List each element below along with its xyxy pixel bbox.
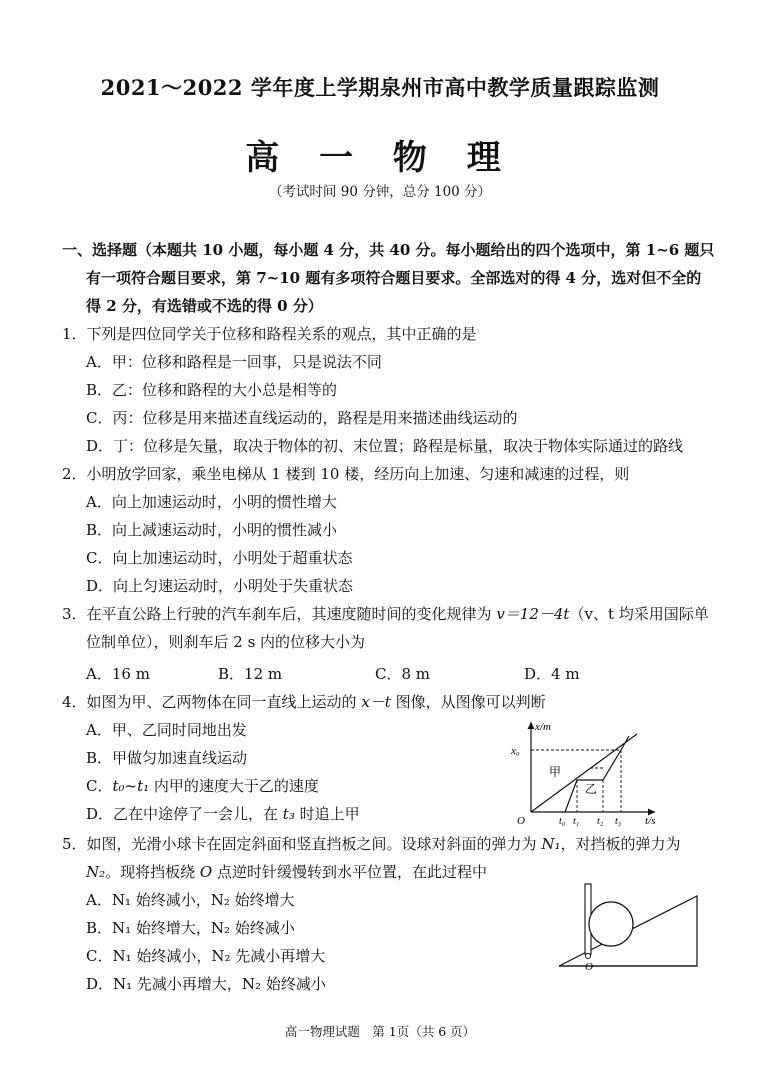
q5-ball <box>589 902 633 946</box>
q4-stem-b: 图像，从图像可以判断 <box>390 693 546 711</box>
q5-stem-a: 5．如图，光滑小球卡在固定斜面和竖直挡板之间。设球对斜面的弹力为 <box>62 835 542 853</box>
q4-graph-ylabel: x/m <box>535 721 551 733</box>
q5-figure-label-o: O <box>585 961 593 970</box>
q3-option-a: A．16 m <box>86 665 150 683</box>
q4-option-c-text: 内甲的速度大于乙的速度 <box>149 777 319 795</box>
q3-formula: v＝12－4t <box>496 605 570 623</box>
q4-option-d-a: D．乙在中途停了一会儿，在 <box>86 805 283 823</box>
q2-stem: 2．小明放学回家，乘坐电梯从 1 楼到 10 楼，经历向上加速、匀速和减速的过程，则 <box>62 465 630 483</box>
q2-option-a: A．向上加速运动时，小明的惯性增大 <box>86 493 337 511</box>
page-footer: 高一物理试题 第 1页（共 6 页） <box>284 1024 476 1039</box>
q4-graph-t3: t₃ <box>615 816 622 826</box>
q4-option-a: A．甲、乙同时同地出发 <box>86 721 247 739</box>
q5-incline-figure <box>555 878 705 970</box>
q5-o: O <box>199 863 213 881</box>
q3-stem-line-1 <box>62 600 709 628</box>
q5-n2: N₂ <box>86 863 106 881</box>
q4-graph-t0: t₀ <box>559 816 566 826</box>
q1-option-d: D．丁：位移是矢量，取决于物体的初、末位置；路程是标量，取决于物体实际通过的路线 <box>86 437 684 455</box>
q4-option-d-b: 时追上甲 <box>294 805 360 823</box>
q2-option-b: B．向上减速运动时，小明的惯性减小 <box>86 521 338 539</box>
q3-stem-line-2: 位制单位），则刹车后 2 s 内的位移大小为 <box>86 633 366 651</box>
q4-option-b: B．甲做匀加速直线运动 <box>86 749 248 767</box>
q4-stem <box>62 688 546 716</box>
q5-option-a: A．N₁ 始终减小，N₂ 始终增大 <box>86 891 295 909</box>
q4-option-c-var: t₀~t₁ <box>112 777 150 795</box>
subject-title: 高 一 物 理 <box>245 138 515 178</box>
q5-stem2-b: 。现将挡板绕 <box>105 863 200 881</box>
section-1-line-1: 一、选择题（本题共 10 小题，每小题 4 分，共 40 分。每小题给出的四个选项中，第 1~6 题只 <box>62 241 715 259</box>
q5-stem2-c: 点逆时针缓慢转到水平位置，在此过程中 <box>212 863 488 881</box>
q4-graph-x0: x₀ <box>511 745 520 757</box>
q4-option-c <box>86 772 319 800</box>
q4-graph-label-jia: 甲 <box>549 765 562 779</box>
q2-option-c: C．向上加速运动时，小明处于超重状态 <box>86 549 353 567</box>
exam-header: 2021～2022 学年度上学期泉州市高中教学质量跟踪监测 <box>100 75 660 100</box>
q5-option-b: B．N₁ 始终增大，N₂ 始终减小 <box>86 919 295 937</box>
q4-graph-origin: O <box>517 815 525 826</box>
q5-pivot <box>586 954 591 959</box>
section-1-line-2: 有一项符合题目要求，第 7~10 题有多项符合题目要求。全部选对的得 4 分，选对但不全的 <box>86 269 702 287</box>
q4-graph-xlabel: t/s <box>645 815 656 826</box>
q1-option-a: A．甲：位移和路程是一回事，只是说法不同 <box>86 353 382 371</box>
exam-note: （考试时间 90 分钟，总分 100 分） <box>268 184 492 200</box>
q1-option-c: C．丙：位移是用来描述直线运动的，路程是用来描述曲线运动的 <box>86 409 518 427</box>
q4-stem-a: 4．如图为甲、乙两物体在同一直线上运动的 <box>62 693 362 711</box>
section-1-line-3: 得 2 分，有选错或不选的得 0 分） <box>86 297 323 315</box>
q4-graph-t2: t₂ <box>597 816 604 826</box>
q3-stem-a: 3．在平直公路上行驶的汽车刹车后，其速度随时间的变化规律为 <box>62 605 497 623</box>
q3-option-c: C．8 m <box>375 665 431 683</box>
q5-n1: N₁ <box>541 835 561 853</box>
q4-graph-label-yi: 乙 <box>585 782 598 796</box>
q4-stem-var: x－t <box>361 693 391 711</box>
q4-option-c-prefix: C． <box>86 777 113 795</box>
q5-stem-line-1 <box>62 830 680 858</box>
q2-option-d: D．向上匀速运动时，小明处于失重状态 <box>86 577 354 595</box>
q5-option-c: C．N₁ 始终减小，N₂ 先减小再增大 <box>86 947 326 965</box>
q5-stem-b: ，对挡板的弹力为 <box>560 835 681 853</box>
q1-option-b: B．乙：位移和路程的大小总是相等的 <box>86 381 338 399</box>
q1-stem: 1．下列是四位同学关于位移和路程关系的观点，其中正确的是 <box>62 325 477 343</box>
q3-option-b: B．12 m <box>218 665 283 683</box>
q3-option-d: D．4 m <box>524 665 580 683</box>
q4-option-d-var: t₃ <box>282 805 295 823</box>
q3-stem-b: （v、t 均采用国际单 <box>569 605 709 623</box>
q4-option-d <box>86 800 360 828</box>
q5-stem-line-2 <box>86 858 487 886</box>
q4-graph-t1: t₁ <box>573 816 580 826</box>
q4-xt-graph <box>505 716 665 826</box>
q5-option-d: D．N₁ 先减小再增大，N₂ 始终减小 <box>86 975 326 993</box>
